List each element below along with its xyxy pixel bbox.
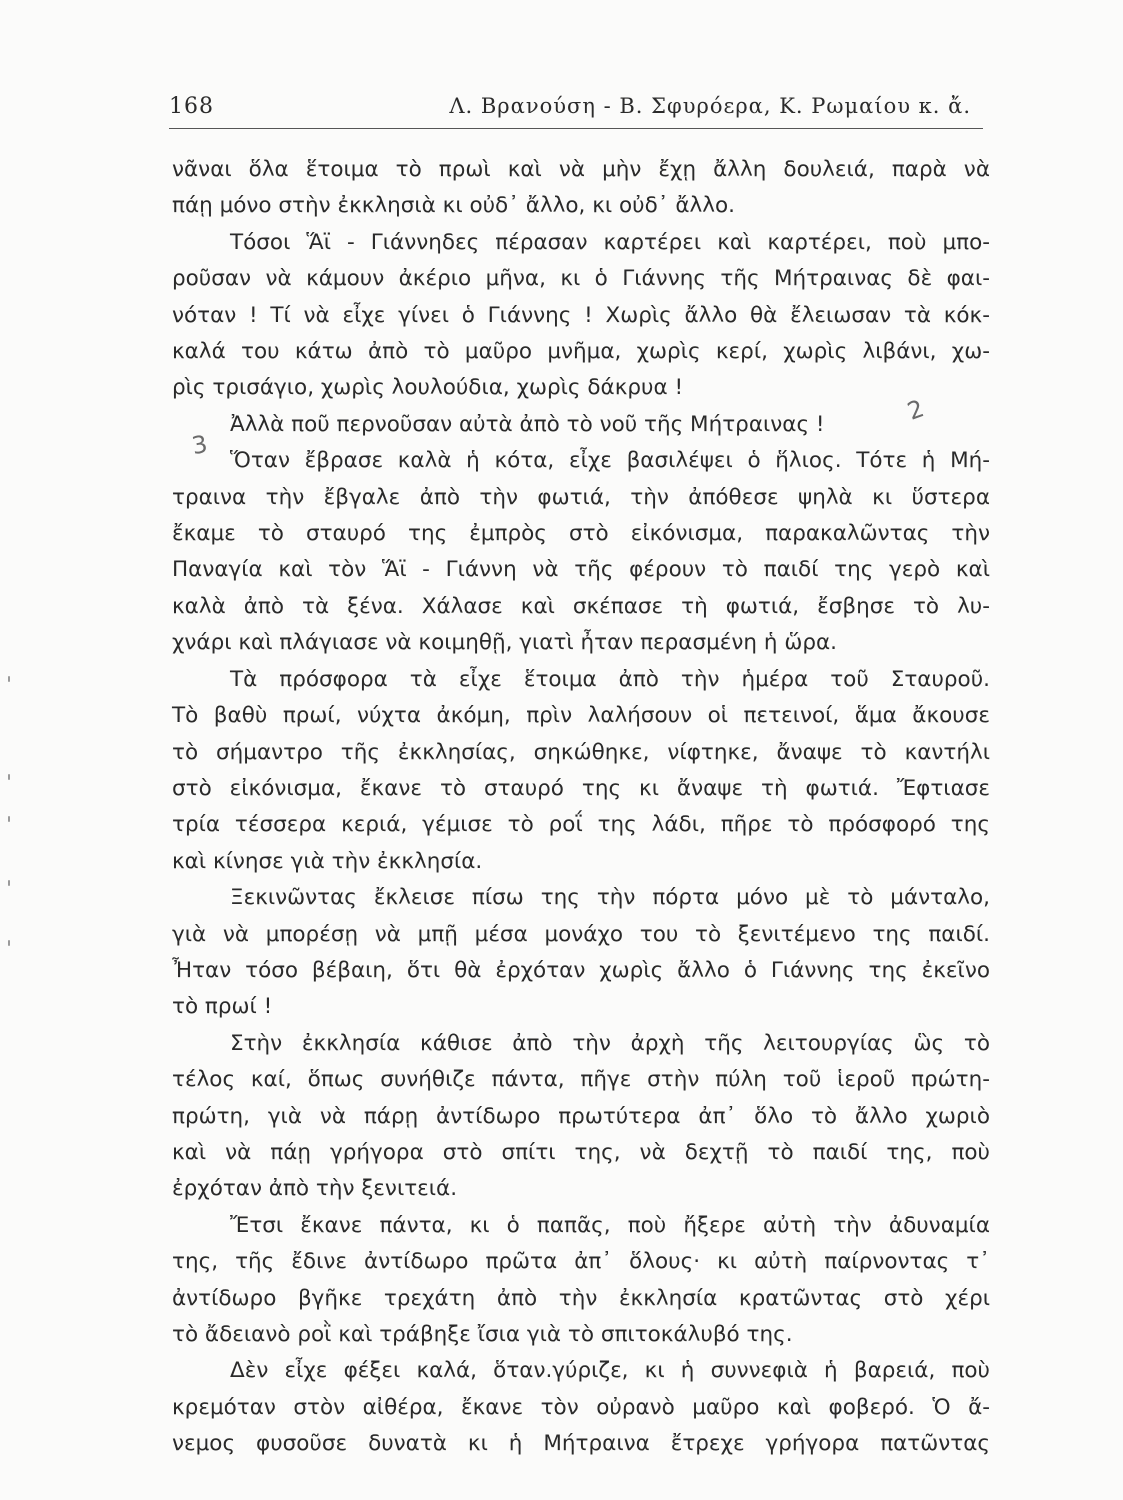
body-text <box>172 152 990 1463</box>
scan-speck <box>8 774 10 780</box>
page-header <box>169 92 989 132</box>
text-line: Δὲν εἶχε φέξει καλά, ὅταν.γύριζε, κι ἡ συννεφιὰ ἡ βαρειά, ποὺ <box>230 1358 990 1384</box>
header-rule <box>169 128 983 129</box>
text-line: τέλος καί, ὅπως συνήθιζε πάντα, πῆγε στὴν πύλη τοῦ ἱεροῦ πρώτη- <box>172 1067 990 1093</box>
text-line: χνάρι καὶ πλάγιασε νὰ κοιμηθῇ, γιατὶ ἦταν περασμένη ἡ ὥρα. <box>172 630 837 656</box>
handwritten-margin-mark: 2 <box>903 394 928 426</box>
text-line: της, τῆς ἔδινε ἀντίδωρο πρῶτα ἀπ᾽ ὅλους· κι αὐτὴ παίρνοντας τ᾽ <box>172 1249 990 1275</box>
handwritten-margin-mark: 3 <box>189 429 210 461</box>
text-line: νᾶναι ὅλα ἕτοιμα τὸ πρωὶ καὶ νὰ μὴν ἔχῃ ἄλλη δουλειά, παρὰ νὰ <box>172 157 990 182</box>
text-line: Παναγία καὶ τὸν Ἅϊ - Γιάννη νὰ τῆς φέρουν τὸ παιδί της γερὸ καὶ <box>172 557 990 583</box>
text-line: Ἦταν τόσο βέβαιη, ὅτι θὰ ἐρχόταν χωρὶς ἄλλο ὁ Γιάννης της ἐκεῖνο <box>172 957 990 983</box>
scan-speck <box>8 816 10 822</box>
scan-speck <box>8 880 10 886</box>
text-line: κρεμόταν στὸν αἰθέρα, ἔκανε τὸν οὐρανὸ μαῦρο καὶ φοβερό. Ὁ ἄ- <box>172 1394 990 1420</box>
text-line: καὶ νὰ πάῃ γρήγορα στὸ σπίτι της, νὰ δεχτῇ τὸ παιδί της, ποὺ <box>172 1139 990 1165</box>
text-line: στὸ εἰκόνισμα, ἔκανε τὸ σταυρό της κι ἄναψε τὴ φωτιά. Ἔφτιασε <box>172 775 990 801</box>
text-line: Ἔτσι ἔκανε πάντα, κι ὁ παπᾶς, ποὺ ἤξερε αὐτὴ τὴν ἀδυναμία <box>230 1212 990 1238</box>
text-line: Ἀλλὰ ποῦ περνοῦσαν αὐτὰ ἀπὸ τὸ νοῦ τῆς Μήτραινας ! <box>230 411 825 437</box>
page-number: 168 <box>169 94 214 119</box>
scan-speck <box>8 940 10 946</box>
text-line: Τὸ βαθὺ πρωί, νύχτα ἀκόμη, πρὶν λαλήσουν οἱ πετεινοί, ἅμα ἄκουσε <box>172 703 990 729</box>
text-line: καλὰ ἀπὸ τὰ ξένα. Χάλασε καὶ σκέπασε τὴ φωτιά, ἔσβησε τὸ λυ- <box>172 593 990 619</box>
text-line: πρώτη, γιὰ νὰ πάρῃ ἀντίδωρο πρωτύτερα ἀπ᾽ ὅλο τὸ ἄλλο χωριὸ <box>172 1103 990 1129</box>
text-line: τρία τέσσερα κεριά, γέμισε τὸ ροΐ της λάδι, πῆρε τὸ πρόσφορό της <box>172 812 990 838</box>
running-head: Λ. Βρανούση - Β. Σφυρόερα, Κ. Ρωμαίου κ. ἄ. <box>449 94 971 118</box>
text-line: ἔκαμε τὸ σταυρό της ἐμπρὸς στὸ εἰκόνισμα, παρακαλῶντας τὴν <box>172 521 990 547</box>
text-line: νόταν ! Τί νὰ εἶχε γίνει ὁ Γιάννης ! Χωρὶς ἄλλο θὰ ἔλειωσαν τὰ κόκ- <box>172 302 990 328</box>
text-line: Τόσοι Ἅϊ - Γιάννηδες πέρασαν καρτέρει καὶ καρτέρει, ποὺ μπο- <box>230 229 990 255</box>
text-line: ἀντίδωρο βγῆκε τρεχάτη ἀπὸ τὴν ἐκκλησία κρατῶντας στὸ χέρι <box>172 1285 990 1311</box>
text-line: Ξεκινῶντας ἔκλεισε πίσω της τὴν πόρτα μόνο μὲ τὸ μάνταλο, <box>230 885 990 911</box>
text-line: Στὴν ἐκκλησία κάθισε ἀπὸ τὴν ἀρχὴ τῆς λειτουργίας ὣς τὸ <box>230 1030 990 1056</box>
text-line: νεμος φυσοῦσε δυνατὰ κι ἡ Μήτραινα ἔτρεχε γρήγορα πατῶντας <box>172 1431 990 1457</box>
text-line: ἐρχόταν ἀπὸ τὴν ξενιτειά. <box>172 1176 458 1202</box>
text-line: τὸ σήμαντρο τῆς ἐκκλησίας, σηκώθηκε, νίφτηκε, ἄναψε τὸ καντήλι <box>172 739 990 765</box>
text-line: ρὶς τρισάγιο, χωρὶς λουλούδια, χωρὶς δάκρυα ! <box>172 375 684 401</box>
text-line: ροῦσαν νὰ κάμουν ἀκέριο μῆνα, κι ὁ Γιάννης τῆς Μήτραινας δὲ φαι- <box>172 266 990 292</box>
text-line: καὶ κίνησε γιὰ τὴν ἐκκλησία. <box>172 848 483 874</box>
text-line: πάῃ μόνο στὴν ἐκκλησιὰ κι οὐδ᾽ ἄλλο, κι οὐδ᾽ ἄλλο. <box>172 193 735 219</box>
text-line: Ὅταν ἔβρασε καλὰ ἡ κότα, εἶχε βασιλέψει ὁ ἥλιος. Τότε ἡ Μή- <box>230 448 990 474</box>
text-line: τὸ πρωί ! <box>172 994 273 1020</box>
text-line: καλά του κάτω ἀπὸ τὸ μαῦρο μνῆμα, χωρὶς κερί, χωρὶς λιβάνι, χω- <box>172 339 990 365</box>
text-line: τὸ ἄδειανὸ ροῒ καὶ τράβηξε ἴσια γιὰ τὸ σπιτοκάλυβό της. <box>172 1322 793 1347</box>
scan-speck <box>8 676 10 682</box>
text-line: Τὰ πρόσφορα τὰ εἶχε ἕτοιμα ἀπὸ τὴν ἡμέρα τοῦ Σταυροῦ. <box>230 666 990 692</box>
text-line: τραινα τὴν ἔβγαλε ἀπὸ τὴν φωτιά, τὴν ἀπόθεσε ψηλὰ κι ὕστερα <box>172 484 990 510</box>
text-line: γιὰ νὰ μπορέσῃ νὰ μπῇ μέσα μονάχο του τὸ ξενιτέμενο της παιδί. <box>172 921 990 947</box>
